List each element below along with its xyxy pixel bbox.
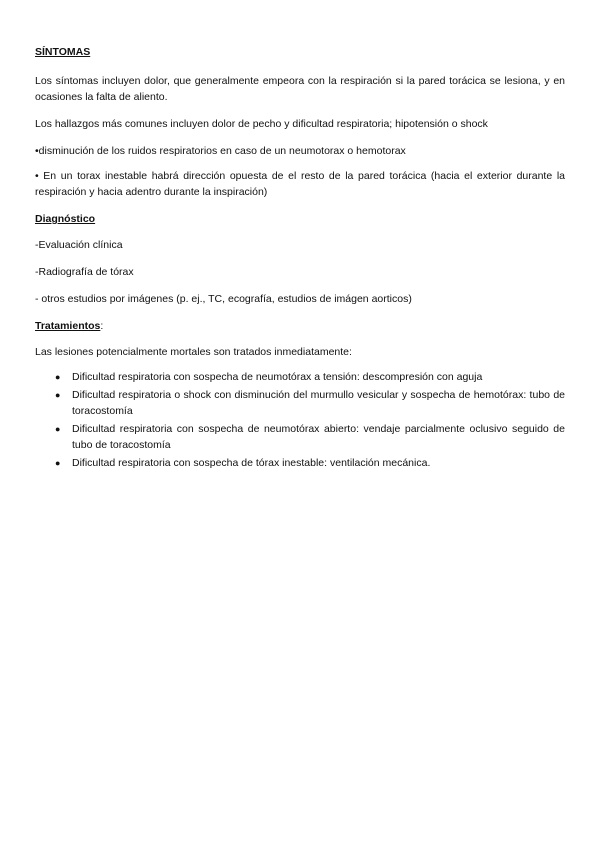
list-item-text: Dificultad respiratoria con sospecha de neumotórax a tensión: descompresión con aguja	[72, 371, 483, 383]
tratamientos-list	[55, 369, 565, 473]
heading-tratamientos-line	[35, 318, 565, 334]
list-item-text: Dificultad respiratoria o shock con disminución del murmullo vesicular y sospecha de hemotórax: tubo de toracostomía	[72, 389, 565, 417]
heading-sintomas: SÍNTOMAS	[35, 46, 91, 58]
list-item	[55, 421, 565, 453]
bullet-icon: ●	[55, 458, 61, 468]
diagnostico-item-2: -Radiografía de tórax	[35, 266, 134, 278]
list-item	[55, 369, 565, 385]
paragraph-sintomas-1: Los síntomas incluyen dolor, que generalmente empeora con la respiración si la pared torácica se lesiona, y en ocasiones la falta de aliento.	[35, 75, 565, 103]
heading-tratamientos: Tratamientos	[35, 320, 101, 332]
list-item	[55, 387, 565, 419]
list-item-text: Dificultad respiratoria con sospecha de tórax inestable: ventilación mecánica.	[72, 457, 431, 469]
paragraph-sintomas-2: Los hallazgos más comunes incluyen dolor de pecho y dificultad respiratoria; hipotensión o shock	[35, 118, 488, 130]
heading-tratamientos-colon: :	[100, 320, 104, 332]
list-item-text: Dificultad respiratoria con sospecha de neumotórax abierto: vendaje parcialmente oclusivo seguido de tubo de toracostomía	[72, 423, 565, 451]
paragraph-sintomas-4: • En un torax inestable habrá dirección opuesta de el resto de la pared torácica (hacia el exterior durante la respiración y hacia adentro durante la inspiración)	[35, 170, 565, 198]
list-item	[55, 455, 565, 471]
bullet-icon: ●	[55, 372, 61, 382]
diagnostico-item-3: - otros estudios por imágenes (p. ej., TC, ecografía, estudios de imágen aorticos)	[35, 293, 412, 305]
paragraph-sintomas-3: •disminución de los ruidos respiratorios en caso de un neumotorax o hemotorax	[35, 145, 406, 157]
bullet-icon: ●	[55, 424, 61, 434]
heading-diagnostico: Diagnóstico	[35, 213, 96, 225]
tratamientos-intro: Las lesiones potencialmente mortales son tratados inmediatamente:	[35, 346, 352, 358]
diagnostico-item-1: -Evaluación clínica	[35, 239, 123, 251]
bullet-icon: ●	[55, 390, 61, 400]
